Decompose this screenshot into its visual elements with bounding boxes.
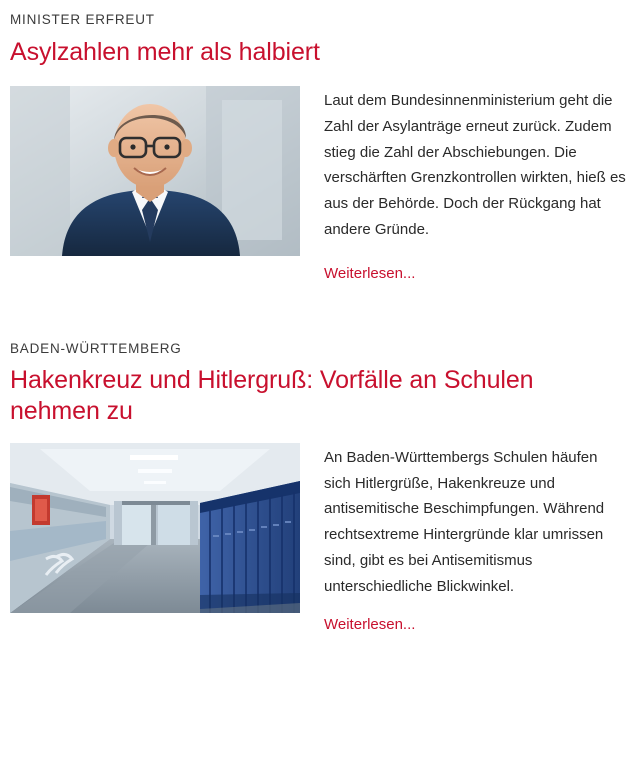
article-kicker: MINISTER ERFREUT	[10, 12, 155, 27]
article-headline[interactable]: Hakenkreuz und Hitlergruß: Vorfälle an Schulen nehmen zu	[10, 365, 534, 425]
article-thumbnail[interactable]	[10, 86, 300, 256]
article-card	[10, 0, 626, 283]
article-teaser: Laut dem Bundesinnenministerium geht die Zahl der Asylanträge erneut zurück. Zudem stieg die Zahl der Abschiebungen. Die verschärften Grenzkontrollen wirkten, hieß es aus der Behörde. Doch der Rückgang hat andere Gründe.	[324, 92, 626, 238]
read-more-link[interactable]: Weiterlesen...	[324, 264, 416, 282]
article-text-column	[300, 86, 626, 283]
article-body	[10, 86, 626, 283]
article-headline[interactable]: Asylzahlen mehr als halbiert	[10, 38, 320, 66]
article-teaser: An Baden-Württembergs Schulen häufen sich Hitlergrüße, Hakenkreuze und antisemitische Beschimpfungen. Während rechtsextreme Hintergründe klar umrissen sind, gibt es bei Antisemitismus unterschiedliche Blickwinkel.	[324, 448, 605, 595]
article-card	[10, 329, 626, 634]
article-body	[10, 443, 626, 634]
read-more-link[interactable]: Weiterlesen...	[324, 615, 416, 633]
article-text-column	[300, 443, 626, 634]
article-thumbnail[interactable]	[10, 443, 300, 613]
article-kicker: BADEN-WÜRTTEMBERG	[10, 340, 182, 356]
